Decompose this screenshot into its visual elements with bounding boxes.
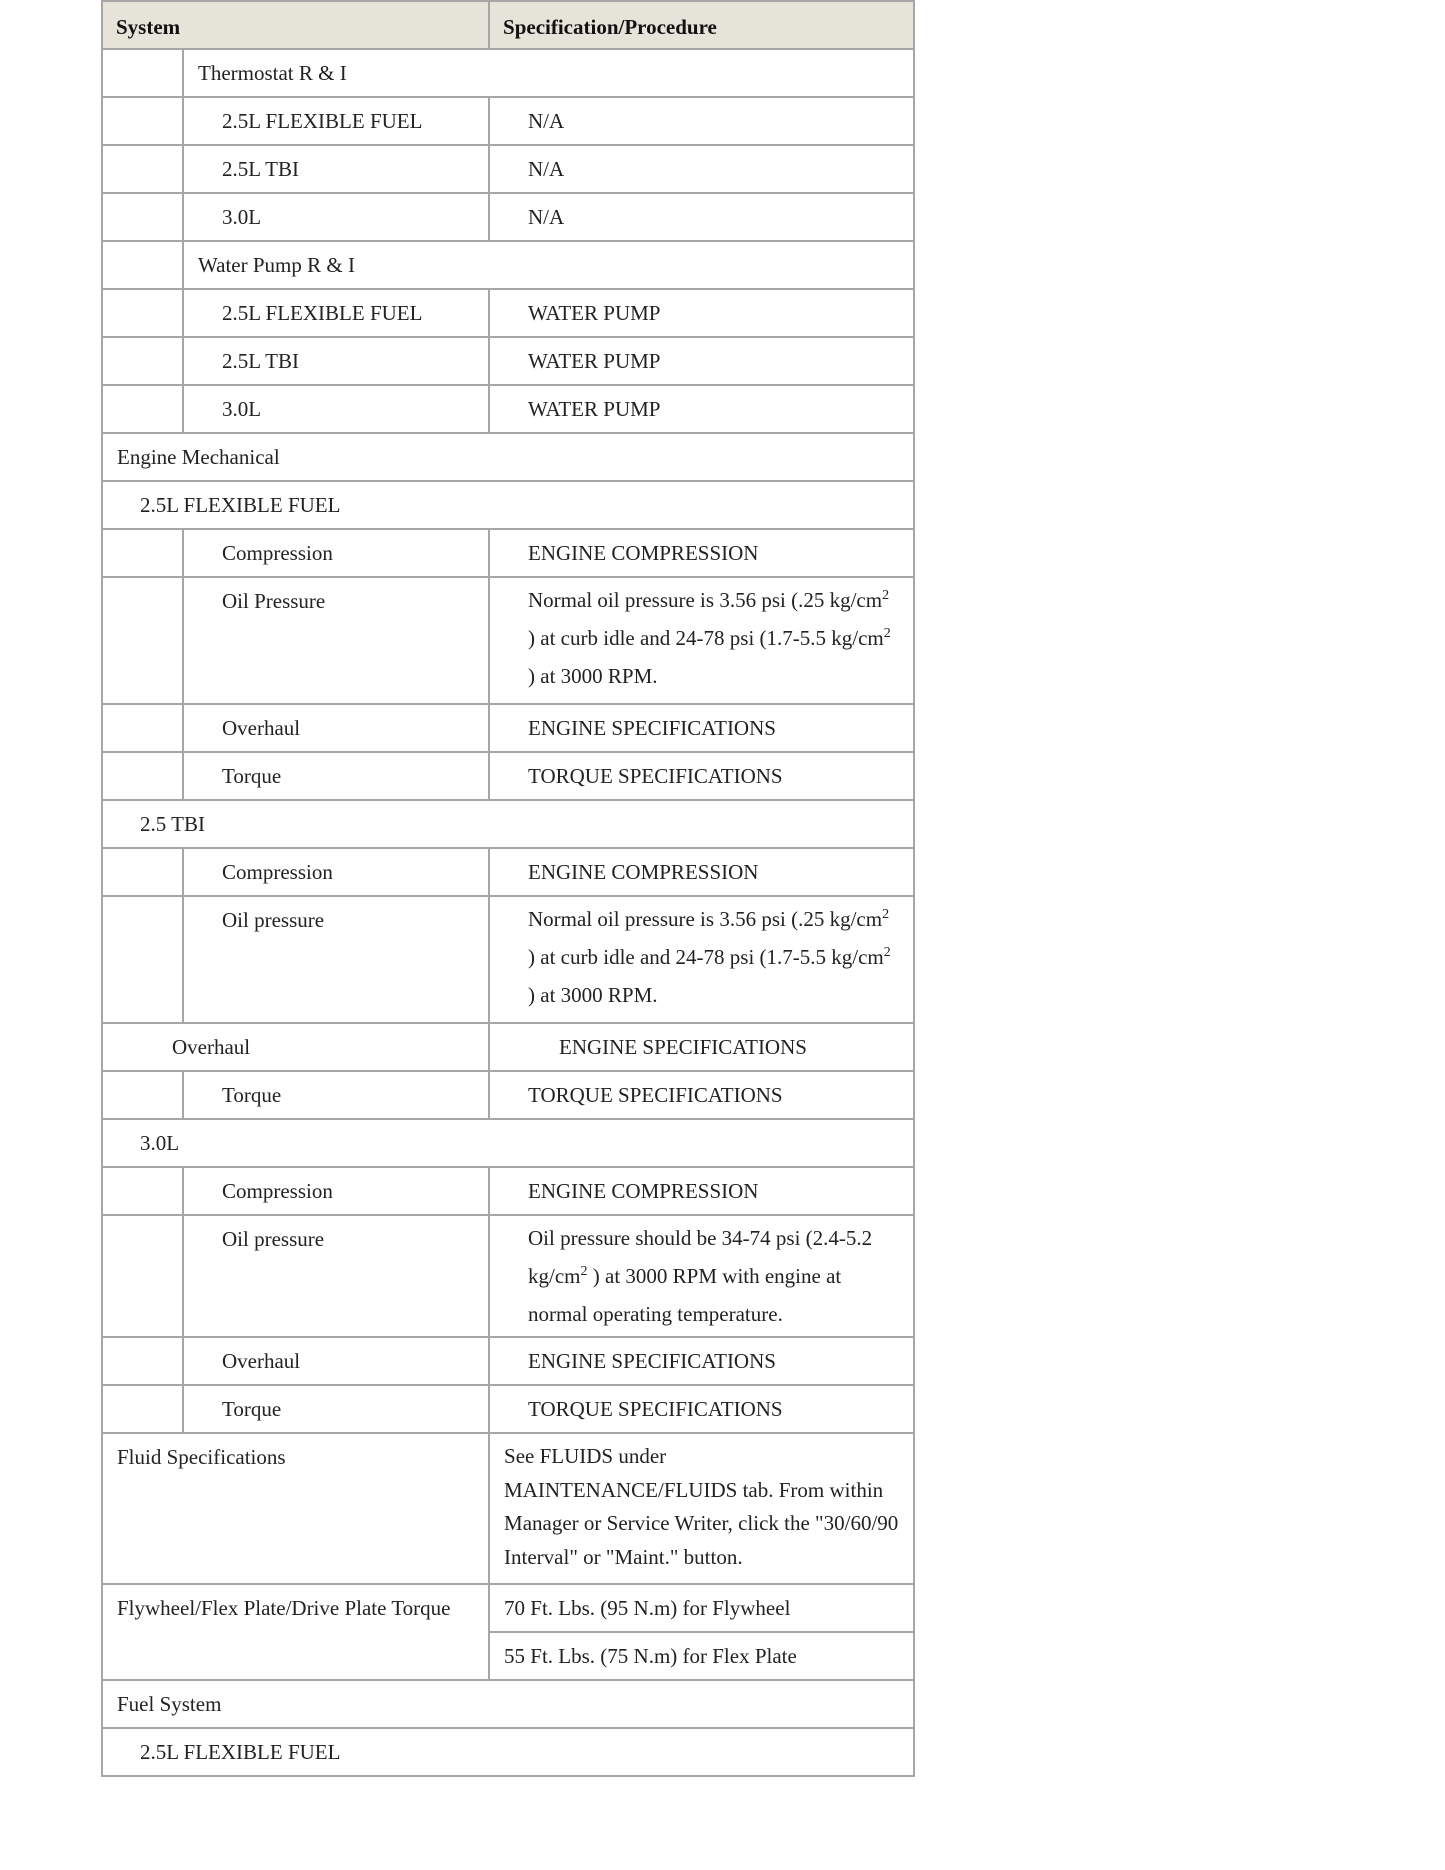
row-value: ENGINE SPECIFICATIONS [489,1337,914,1385]
fluid-label: Fluid Specifications [102,1433,489,1584]
row-label: 3.0L [183,385,489,433]
indent-cell [102,704,183,752]
row-label: Compression [183,1167,489,1215]
superscript: 2 [883,626,891,641]
subsection-row [102,800,914,848]
row-label: Overhaul [102,1023,489,1071]
indent-cell [102,1167,183,1215]
row-label: Torque [183,1385,489,1433]
table-row [102,337,914,385]
specification-table [101,0,915,1777]
indent-cell [102,1071,183,1119]
table-row [102,289,914,337]
table-row [102,848,914,896]
table-row [102,385,914,433]
table-row [102,193,914,241]
table-row [102,704,914,752]
table-row [102,97,914,145]
indent-cell [102,97,183,145]
row-value: ENGINE SPECIFICATIONS [489,1023,914,1071]
superscript: 2 [580,1264,588,1279]
subsection-row [102,1119,914,1167]
indent-cell [102,385,183,433]
value-text: ) at 3000 RPM. [528,983,658,1007]
table-row [102,1071,914,1119]
oil-pressure-value [489,577,914,704]
row-value: TORQUE SPECIFICATIONS [489,1071,914,1119]
table-row [102,752,914,800]
subsection-row [102,1728,914,1776]
engine-mechanical-title: Engine Mechanical [102,433,914,481]
flywheel-value: 70 Ft. Lbs. (95 N.m) for Flywheel [489,1584,914,1632]
oil-pressure-value [489,896,914,1023]
table-row [102,145,914,193]
fluid-value: See FLUIDS under MAINTENANCE/FLUIDS tab. From within Manager or Service Writer, click the "30/60/90 Interval" or "Maint." button. [489,1433,914,1584]
indent-cell [102,289,183,337]
indent-cell [102,529,183,577]
value-text: ) at 3000 RPM with engine at normal operating temperature. [528,1264,842,1326]
indent-cell [102,241,183,289]
indent-cell [102,145,183,193]
value-text: ) at curb idle and 24-78 psi (1.7-5.5 kg/cm [528,626,884,650]
spec-header: Specification/Procedure [489,1,914,49]
v6-title: 3.0L [102,1119,914,1167]
tbi-title: 2.5 TBI [102,800,914,848]
row-label: 2.5L TBI [183,145,489,193]
section-row [102,1680,914,1728]
row-value: N/A [489,145,914,193]
table-row [102,1023,914,1071]
row-value: N/A [489,97,914,145]
row-value: ENGINE COMPRESSION [489,1167,914,1215]
indent-cell [102,1215,183,1337]
table-row [102,1215,914,1337]
row-value: ENGINE COMPRESSION [489,848,914,896]
indent-cell [102,1385,183,1433]
indent-cell [102,1337,183,1385]
row-label: Torque [183,1071,489,1119]
row-label: Torque [183,752,489,800]
table-row [102,49,914,97]
value-text: Normal oil pressure is 3.56 psi (.25 kg/cm [528,907,883,931]
indent-cell [102,752,183,800]
flywheel-label: Flywheel/Flex Plate/Drive Plate Torque [102,1584,489,1680]
row-label: 3.0L [183,193,489,241]
thermostat-title: Thermostat R & I [183,49,914,97]
indent-cell [102,193,183,241]
value-text: Normal oil pressure is 3.56 psi (.25 kg/cm [528,588,883,612]
table-row [102,1584,914,1632]
table-row [102,529,914,577]
table-row [102,1337,914,1385]
row-label: Overhaul [183,704,489,752]
row-label: Oil pressure [183,896,489,1023]
table-row [102,896,914,1023]
indent-cell [102,49,183,97]
fuel-flex-title: 2.5L FLEXIBLE FUEL [102,1728,914,1776]
indent-cell [102,577,183,704]
row-value: ENGINE SPECIFICATIONS [489,704,914,752]
indent-cell [102,896,183,1023]
row-value: WATER PUMP [489,385,914,433]
header-row [102,1,914,49]
table-row [102,1385,914,1433]
table-row [102,1167,914,1215]
flex-fuel-title: 2.5L FLEXIBLE FUEL [102,481,914,529]
indent-cell [102,848,183,896]
row-label: 2.5L FLEXIBLE FUEL [183,289,489,337]
fuel-system-title: Fuel System [102,1680,914,1728]
subsection-row [102,481,914,529]
section-row [102,433,914,481]
flex-plate-value: 55 Ft. Lbs. (75 N.m) for Flex Plate [489,1632,914,1680]
row-label: Compression [183,529,489,577]
superscript: 2 [883,945,891,960]
row-value: WATER PUMP [489,337,914,385]
row-value: TORQUE SPECIFICATIONS [489,1385,914,1433]
row-value: TORQUE SPECIFICATIONS [489,752,914,800]
row-label: Oil Pressure [183,577,489,704]
row-label: Oil pressure [183,1215,489,1337]
superscript: 2 [882,588,890,603]
row-label: Compression [183,848,489,896]
row-value: N/A [489,193,914,241]
row-label: Overhaul [183,1337,489,1385]
oil-pressure-value [489,1215,914,1337]
water-pump-title: Water Pump R & I [183,241,914,289]
row-value: WATER PUMP [489,289,914,337]
row-label: 2.5L FLEXIBLE FUEL [183,97,489,145]
indent-cell [102,337,183,385]
row-value: ENGINE COMPRESSION [489,529,914,577]
table-row [102,241,914,289]
row-label: 2.5L TBI [183,337,489,385]
table-row [102,1433,914,1584]
superscript: 2 [882,907,890,922]
table-row [102,577,914,704]
value-text: ) at curb idle and 24-78 psi (1.7-5.5 kg/cm [528,945,884,969]
system-header: System [102,1,489,49]
value-text: ) at 3000 RPM. [528,664,658,688]
value-text: Oil pressure should be 34-74 psi (2.4-5.2 kg/cm [528,1226,873,1288]
